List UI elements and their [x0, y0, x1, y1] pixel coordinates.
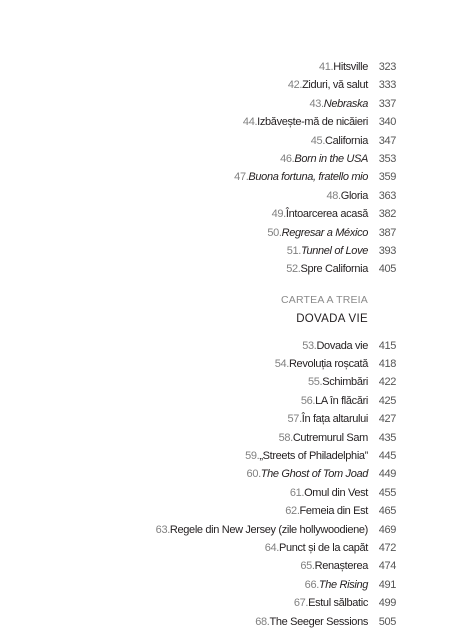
toc-entry [319, 58, 396, 76]
section-heading: DOVADA VIE [296, 312, 368, 325]
chapter-title: The Seeger Sessions [269, 615, 368, 628]
toc-entry [302, 337, 396, 355]
page-number: 474 [378, 560, 396, 573]
page-number: 363 [378, 189, 396, 202]
chapter-title: Renașterea [314, 560, 368, 573]
toc-entry [288, 410, 396, 428]
chapter-number: 67. [293, 597, 309, 610]
page-number: 445 [378, 450, 396, 463]
toc-entry [288, 76, 396, 94]
page-number: 505 [378, 615, 396, 628]
chapter-title: LA în flăcări [315, 394, 368, 407]
chapter-number: 52. [286, 263, 301, 276]
chapter-title: Regele din New Jersey (zile hollywoodiene) [169, 523, 368, 536]
chapter-title: Buona fortuna, fratello mio [248, 171, 368, 184]
toc-entry [280, 150, 396, 168]
chapter-number: 65. [300, 560, 315, 573]
chapter-title: The Ghost of Tom Joad [260, 468, 368, 481]
chapter-title: Hitsville [333, 61, 368, 73]
chapter-number: 66. [304, 578, 319, 591]
chapter-title: Revoluția roșcată [288, 358, 368, 371]
chapter-number: 55. [307, 376, 323, 389]
toc-entry [267, 224, 396, 242]
chapter-title: Ziduri, vă salut [302, 79, 368, 92]
page-number: 382 [378, 208, 396, 221]
toc-entry [294, 594, 396, 612]
page-number: 418 [378, 358, 396, 371]
chapter-title: Dovada vie [316, 339, 368, 352]
toc-entry [290, 484, 396, 502]
toc-entry [311, 132, 396, 150]
chapter-title: Femeia din Est [299, 505, 368, 518]
chapter-title: The Rising [318, 578, 368, 591]
page-number: 449 [378, 468, 396, 481]
section-label: CARTEA A TREIA [280, 293, 368, 306]
chapter-title: Punct și de la capăt [278, 541, 368, 554]
page-number: 422 [378, 376, 396, 389]
toc-entry [301, 392, 396, 410]
page-number: 425 [378, 394, 396, 407]
chapter-title: Gloria [340, 189, 368, 202]
toc-entry [309, 95, 396, 113]
chapter-number: 54. [274, 358, 289, 371]
toc-entry [275, 355, 396, 373]
chapter-title: Întoarcerea acasă [285, 208, 368, 221]
toc-entry [234, 168, 396, 186]
toc-entry [247, 465, 396, 483]
toc-entry [156, 521, 396, 539]
chapter-title: Omul din Vest [304, 486, 368, 499]
chapter-title: Schimbări [322, 376, 368, 389]
page-number: 491 [378, 578, 396, 591]
table-of-contents [156, 58, 396, 631]
chapter-title: California [325, 134, 368, 147]
chapter-number: 59. [245, 450, 260, 463]
page-number: 405 [378, 263, 396, 276]
toc-entry [327, 187, 397, 205]
chapter-title: Tunnel of Love [300, 244, 368, 257]
chapter-number: 53. [302, 339, 317, 352]
chapter-title: Born in the USA [294, 152, 368, 165]
chapter-title: Cutremurul Sam [292, 431, 368, 444]
page-number: 323 [378, 61, 396, 73]
page-number: 359 [378, 171, 396, 184]
chapter-number: 49. [271, 208, 286, 221]
page-number: 469 [378, 523, 396, 536]
chapter-number: 46. [280, 152, 295, 165]
chapter-number: 57. [287, 413, 302, 426]
toc-entry [279, 429, 396, 447]
toc-entry [308, 373, 396, 391]
page-number: 415 [378, 339, 396, 352]
chapter-title: Nebraska [323, 97, 368, 110]
page-number: 435 [378, 431, 396, 444]
chapter-number: 56. [300, 394, 316, 407]
toc-entry [272, 205, 396, 223]
page-number: 387 [378, 226, 396, 239]
chapter-number: 63. [155, 523, 170, 536]
toc-entry [305, 576, 396, 594]
toc-entry [265, 539, 396, 557]
toc-entry [245, 447, 396, 465]
page-number: 472 [378, 541, 396, 554]
chapter-number: 58. [278, 431, 293, 444]
page-number: 455 [378, 486, 396, 499]
page-number: 499 [378, 597, 396, 610]
page-number: 353 [378, 152, 396, 165]
chapter-number: 50. [267, 226, 282, 239]
chapter-number: 43. [309, 97, 324, 110]
chapter-number: 51. [286, 244, 301, 257]
chapter-title: Spre California [300, 263, 368, 276]
chapter-title: Estul sălbatic [308, 597, 368, 610]
chapter-title: În fața altarului [301, 413, 368, 426]
chapter-number: 60. [246, 468, 261, 481]
page-number: 333 [378, 79, 396, 92]
chapter-number: 42. [287, 79, 303, 92]
page-number: 340 [378, 116, 396, 129]
chapter-title: Izbăvește-mă de nicăieri [257, 116, 368, 129]
page-number: 465 [378, 505, 396, 518]
chapter-number: 44. [242, 116, 258, 129]
page-number: 427 [378, 413, 396, 426]
chapter-number: 47. [234, 171, 249, 184]
chapter-number: 68. [255, 615, 270, 628]
chapter-number: 64. [264, 541, 279, 554]
toc-part-1 [234, 58, 396, 279]
toc-entry [286, 260, 396, 278]
chapter-number: 62. [285, 505, 300, 518]
toc-entry [300, 557, 396, 575]
toc-entry [285, 502, 396, 520]
chapter-number: 48. [326, 189, 341, 202]
chapter-title: „Streets of Philadelphia” [259, 450, 368, 463]
toc-entry [287, 242, 396, 260]
toc-part-2 [156, 337, 396, 631]
page-number: 337 [378, 97, 396, 110]
chapter-number: 61. [289, 486, 305, 499]
chapter-number: 45. [310, 134, 326, 147]
page-number: 347 [378, 134, 396, 147]
toc-entry [255, 613, 396, 631]
chapter-title: Regresar a México [281, 226, 368, 239]
page-number: 393 [378, 244, 396, 257]
toc-entry [243, 113, 396, 131]
chapter-number: 41. [319, 61, 334, 73]
